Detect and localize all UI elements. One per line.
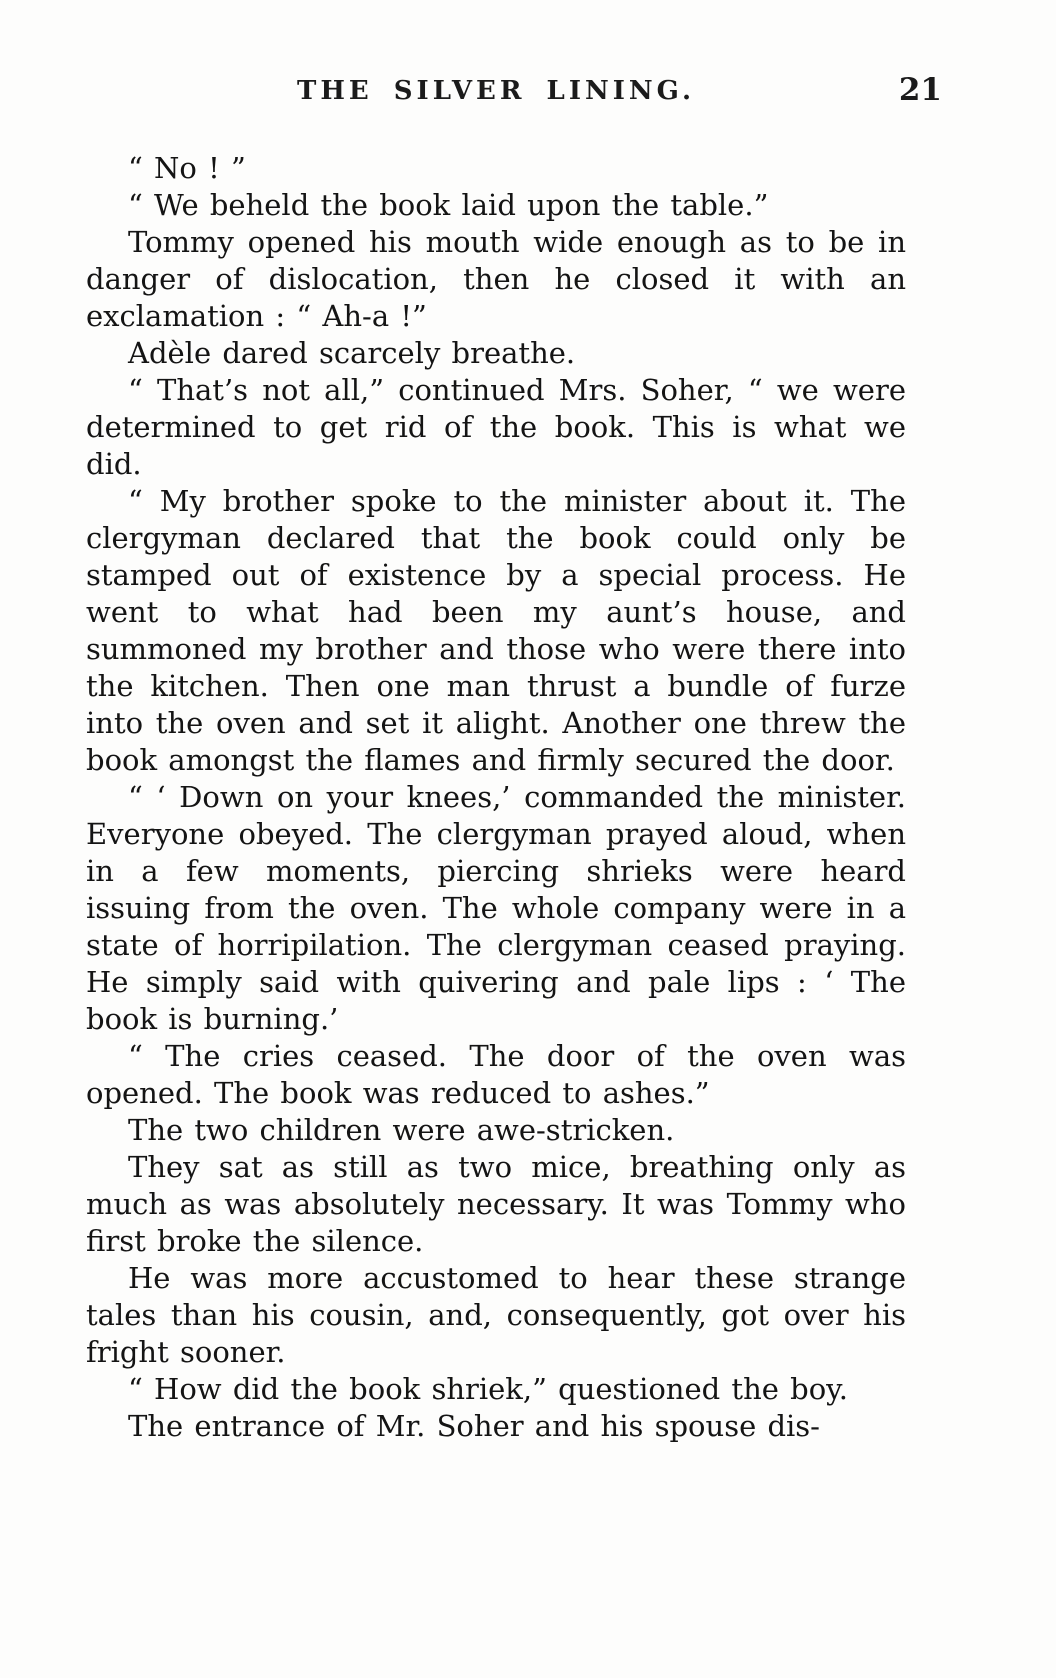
paragraph: “ We beheld the book laid upon the table.” <box>128 188 769 222</box>
paragraph: He was more accustomed to hear these strange tales than his cousin, and, consequently, got over his fright sooner. <box>86 1261 906 1369</box>
paragraph: “ My brother spoke to the minister about it. The clergyman declared that the book could only be stamped out of existence by a special process. He went to what had been my aunt’s house, and summoned my brother and those who were there into the kitchen. Then one man thrust a bundle of furze into the oven and set it alight. Another one threw the book amongst the flames and firmly secured the door. <box>86 484 906 777</box>
paragraph: Tommy opened his mouth wide enough as to be in danger of dislocation, then he closed it with an exclamation : “ Ah-a !” <box>86 225 906 333</box>
paragraph: “ How did the book shriek,” questioned the boy. <box>128 1372 848 1406</box>
paragraph: “ ‘ Down on your knees,’ commanded the minister. Everyone obeyed. The clergyman prayed aloud, when in a few moments, piercing shrieks were heard issuing from the oven. The whole company were in a state of horripilation. The clergyman ceased praying. He simply said with quivering and pale lips : ‘ The book is burning.’ <box>86 780 906 1036</box>
page-body <box>86 150 906 1445</box>
paragraph: The two children were awe-stricken. <box>128 1113 675 1147</box>
page-number: 21 <box>898 72 942 108</box>
paragraph: “ The cries ceased. The door of the oven was opened. The book was reduced to ashes.” <box>86 1039 906 1110</box>
paragraph: Adèle dared scarcely breathe. <box>128 336 576 370</box>
page-header <box>86 72 942 120</box>
paragraph: “ That’s not all,” continued Mrs. Soher, “ we were determined to get rid of the book. This is what we did. <box>86 373 906 481</box>
paragraph: “ No ! ” <box>128 151 246 185</box>
running-title: THE SILVER LINING. <box>296 76 696 106</box>
paragraph: They sat as still as two mice, breathing only as much as was absolutely necessary. It was Tommy who first broke the silence. <box>86 1150 906 1258</box>
paragraph: The entrance of Mr. Soher and his spouse dis- <box>128 1409 820 1443</box>
